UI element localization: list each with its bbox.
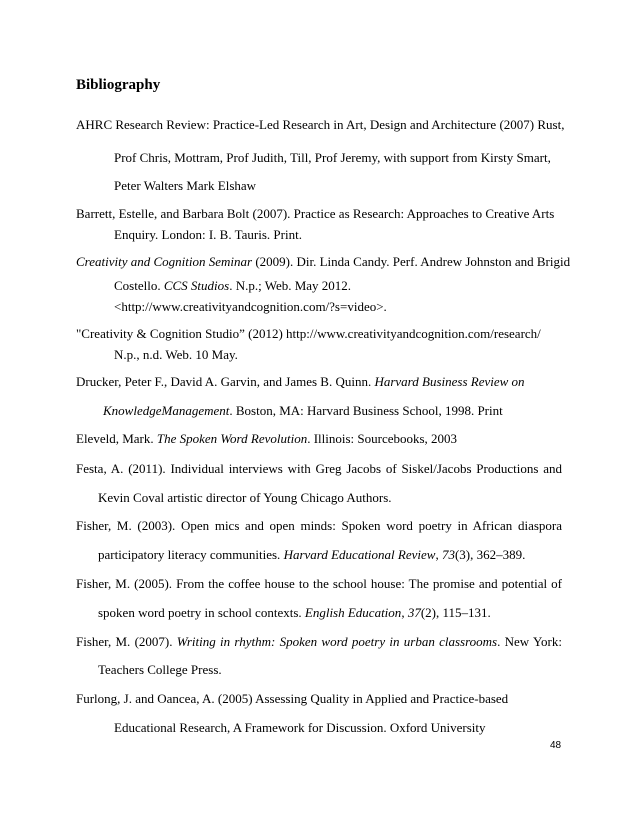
- bibliography-line: [76, 326, 541, 342]
- bibliography-line: [98, 490, 392, 506]
- line-text: Fisher, M. (2007).: [76, 634, 177, 649]
- line-text: Peter Walters Mark Elshaw: [114, 178, 257, 193]
- bibliography-line: [76, 461, 562, 477]
- bibliography-line: [76, 691, 508, 707]
- italic-text: CCS Studios: [163, 278, 230, 293]
- line-text: (2), 115–131.: [420, 605, 491, 620]
- italic-text: English Education: [304, 605, 402, 620]
- bibliography-line: [103, 403, 503, 419]
- line-text: Barrett, Estelle, and Barbara Bolt (2007). Practice as Research: Approaches to Creative Arts: [76, 206, 555, 221]
- line-text: . Boston, MA: Harvard Business School, 1998. Print: [229, 403, 503, 418]
- line-text: Educational Research, A Framework for Discussion. Oxford University: [114, 720, 486, 735]
- line-text: . N.p.; Web. May 2012.: [229, 278, 352, 293]
- line-text: ,: [401, 605, 408, 620]
- line-text: Fisher, M. (2005). From the coffee house to the school house: The promise and potential of: [76, 576, 562, 591]
- italic-text: Harvard Business Review on: [374, 374, 525, 389]
- line-text: Drucker, Peter F., David A. Garvin, and James B. Quinn.: [76, 374, 375, 389]
- bibliography-line: [114, 347, 238, 363]
- italic-text: Writing in rhythm: Spoken word poetry in urban classrooms: [176, 634, 498, 649]
- page-number: 48: [550, 740, 562, 751]
- bibliography-line: [76, 374, 525, 390]
- bibliography-line: [114, 178, 256, 194]
- line-text: participatory literacy communities.: [98, 547, 284, 562]
- bibliography-line: [76, 431, 457, 447]
- line-text: Teachers College Press.: [98, 662, 222, 677]
- bibliography-line: [76, 518, 562, 534]
- bibliography-line: [76, 634, 562, 650]
- line-text: Festa, A. (2011). Individual interviews with Greg Jacobs of Siskel/Jacobs Productions and: [76, 461, 562, 476]
- bibliography-line: [98, 605, 491, 621]
- line-text: Furlong, J. and Oancea, A. (2005) Assessing Quality in Applied and Practice-based: [76, 691, 509, 706]
- line-text: Kevin Coval artistic director of Young Chicago Authors.: [98, 490, 392, 505]
- italic-text: 73: [441, 547, 455, 562]
- bibliography-line: [76, 206, 554, 222]
- line-text: N.p., n.d. Web. 10 May.: [114, 347, 238, 362]
- line-text: . New York:: [497, 634, 562, 649]
- italic-text: 37: [407, 605, 421, 620]
- line-text: <http://www.creativityandcognition.com/?s=video>.: [114, 299, 387, 314]
- bibliography-heading: Bibliography: [76, 77, 161, 93]
- line-text: Eleveld, Mark.: [76, 431, 157, 446]
- line-text: ,: [435, 547, 442, 562]
- line-text: Fisher, M. (2003). Open mics and open minds: Spoken word poetry in African diaspora: [76, 518, 562, 533]
- italic-text: KnowledgeManagement: [103, 403, 230, 418]
- bibliography-line: [76, 117, 564, 133]
- bibliography-line: [98, 662, 222, 678]
- line-text: AHRC Research Review: Practice-Led Research in Art, Design and Architecture (2007) Rust,: [76, 117, 565, 132]
- bibliography-line: [114, 278, 351, 294]
- italic-text: Creativity and Cognition Seminar: [76, 254, 253, 269]
- italic-text: Harvard Educational Review: [283, 547, 436, 562]
- line-text: Costello.: [114, 278, 164, 293]
- line-text: "Creativity & Cognition Studio” (2012) http://www.creativityandcognition.com/research/: [76, 326, 541, 341]
- line-text: (3), 362–389.: [454, 547, 526, 562]
- bibliography-line: [76, 576, 562, 592]
- line-text: Enquiry. London: I. B. Tauris. Print.: [114, 227, 302, 242]
- bibliography-line: [114, 227, 302, 243]
- line-text: spoken word poetry in school contexts.: [98, 605, 305, 620]
- bibliography-line: [114, 299, 387, 315]
- bibliography-line: [114, 150, 551, 166]
- italic-text: The Spoken Word Revolution: [156, 431, 308, 446]
- bibliography-line: [114, 720, 486, 736]
- bibliography-line: [98, 547, 525, 563]
- bibliography-line: [76, 254, 570, 270]
- line-text: . Illinois: Sourcebooks, 2003: [307, 431, 458, 446]
- line-text: (2009). Dir. Linda Candy. Perf. Andrew Johnston and Brigid: [252, 254, 571, 269]
- line-text: Prof Chris, Mottram, Prof Judith, Till, Prof Jeremy, with support from Kirsty Smart,: [114, 150, 551, 165]
